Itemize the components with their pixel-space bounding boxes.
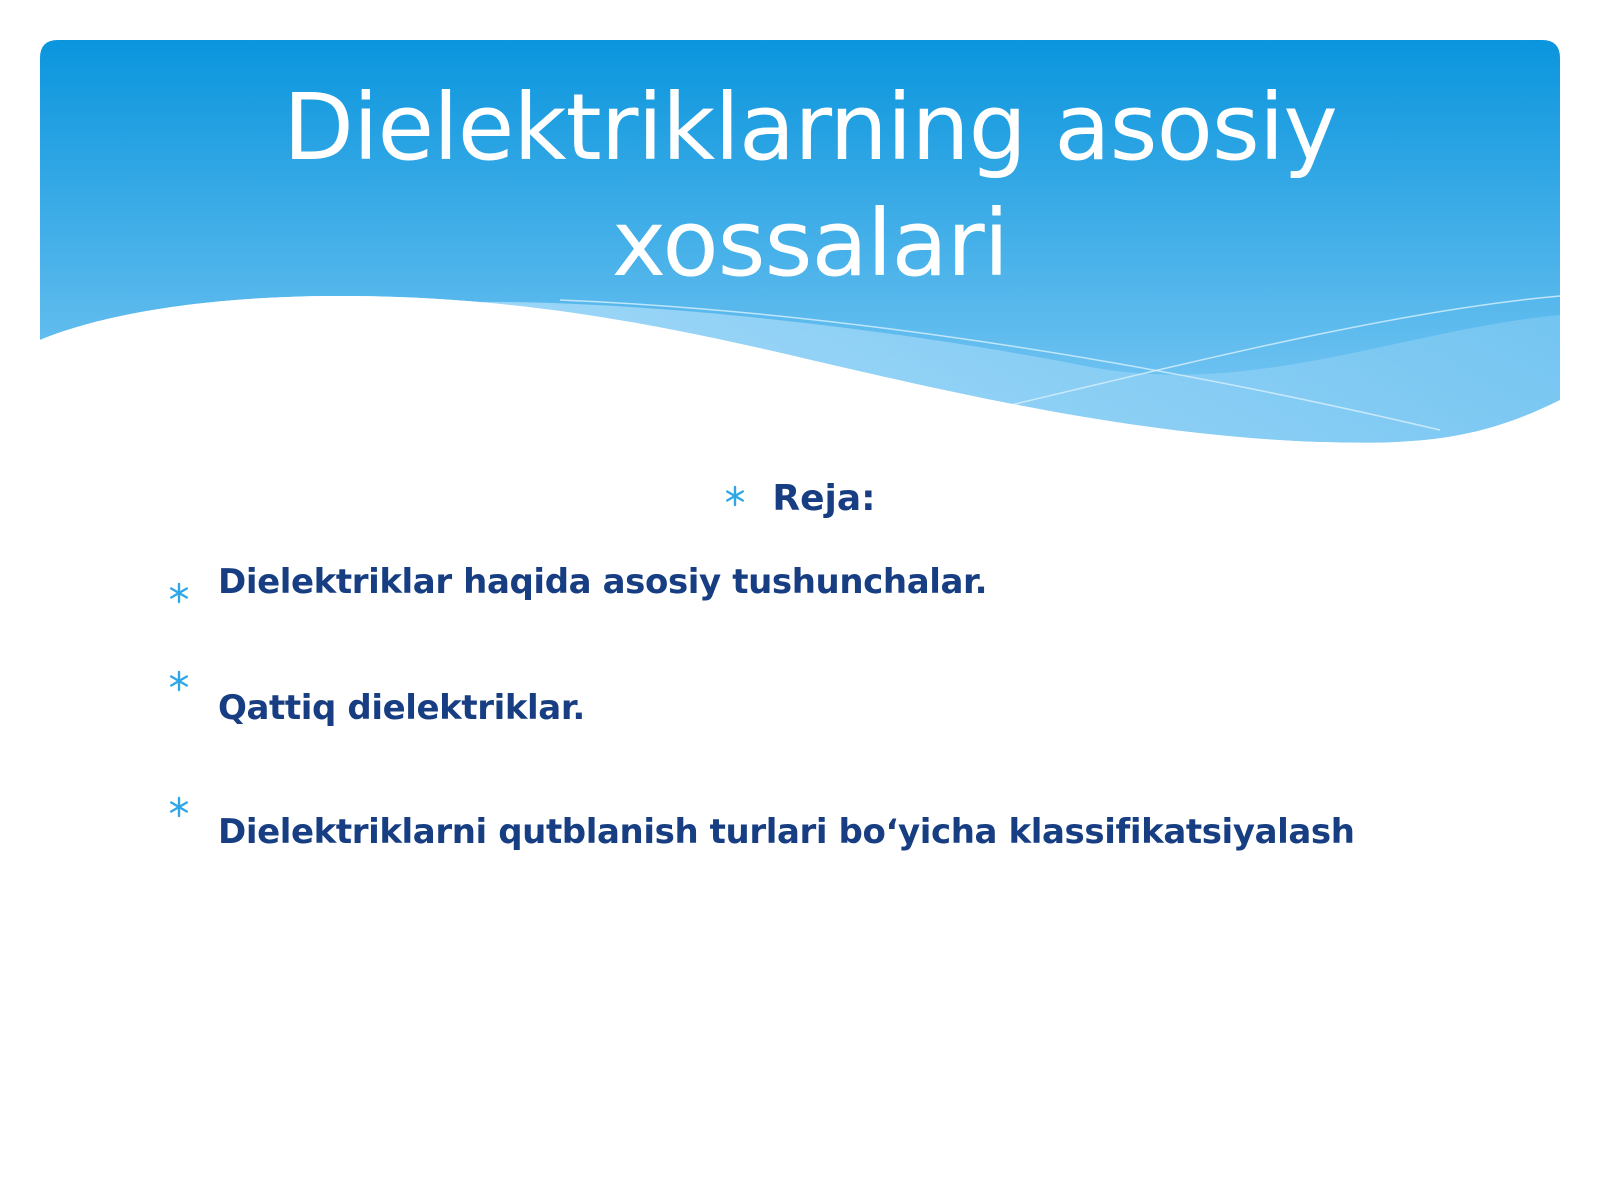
slide-title: Dielektriklarning asosiy xossalari <box>283 74 1337 297</box>
asterisk-bullet-icon <box>168 796 190 818</box>
asterisk-bullet-icon <box>168 582 190 604</box>
asterisk-bullet-icon <box>724 485 746 507</box>
list-item-label: Qattiq dielektriklar. <box>218 688 585 728</box>
list-item-label: Dielektriklarni qutblanish turlari bo‘yicha klassifikatsiyalash <box>218 812 1355 852</box>
list-item-label: Dielektriklar haqida asosiy tushunchalar. <box>218 562 988 602</box>
asterisk-bullet-icon <box>168 670 190 692</box>
plan-heading <box>0 478 1600 519</box>
plan-heading-text: Reja: <box>772 478 876 519</box>
